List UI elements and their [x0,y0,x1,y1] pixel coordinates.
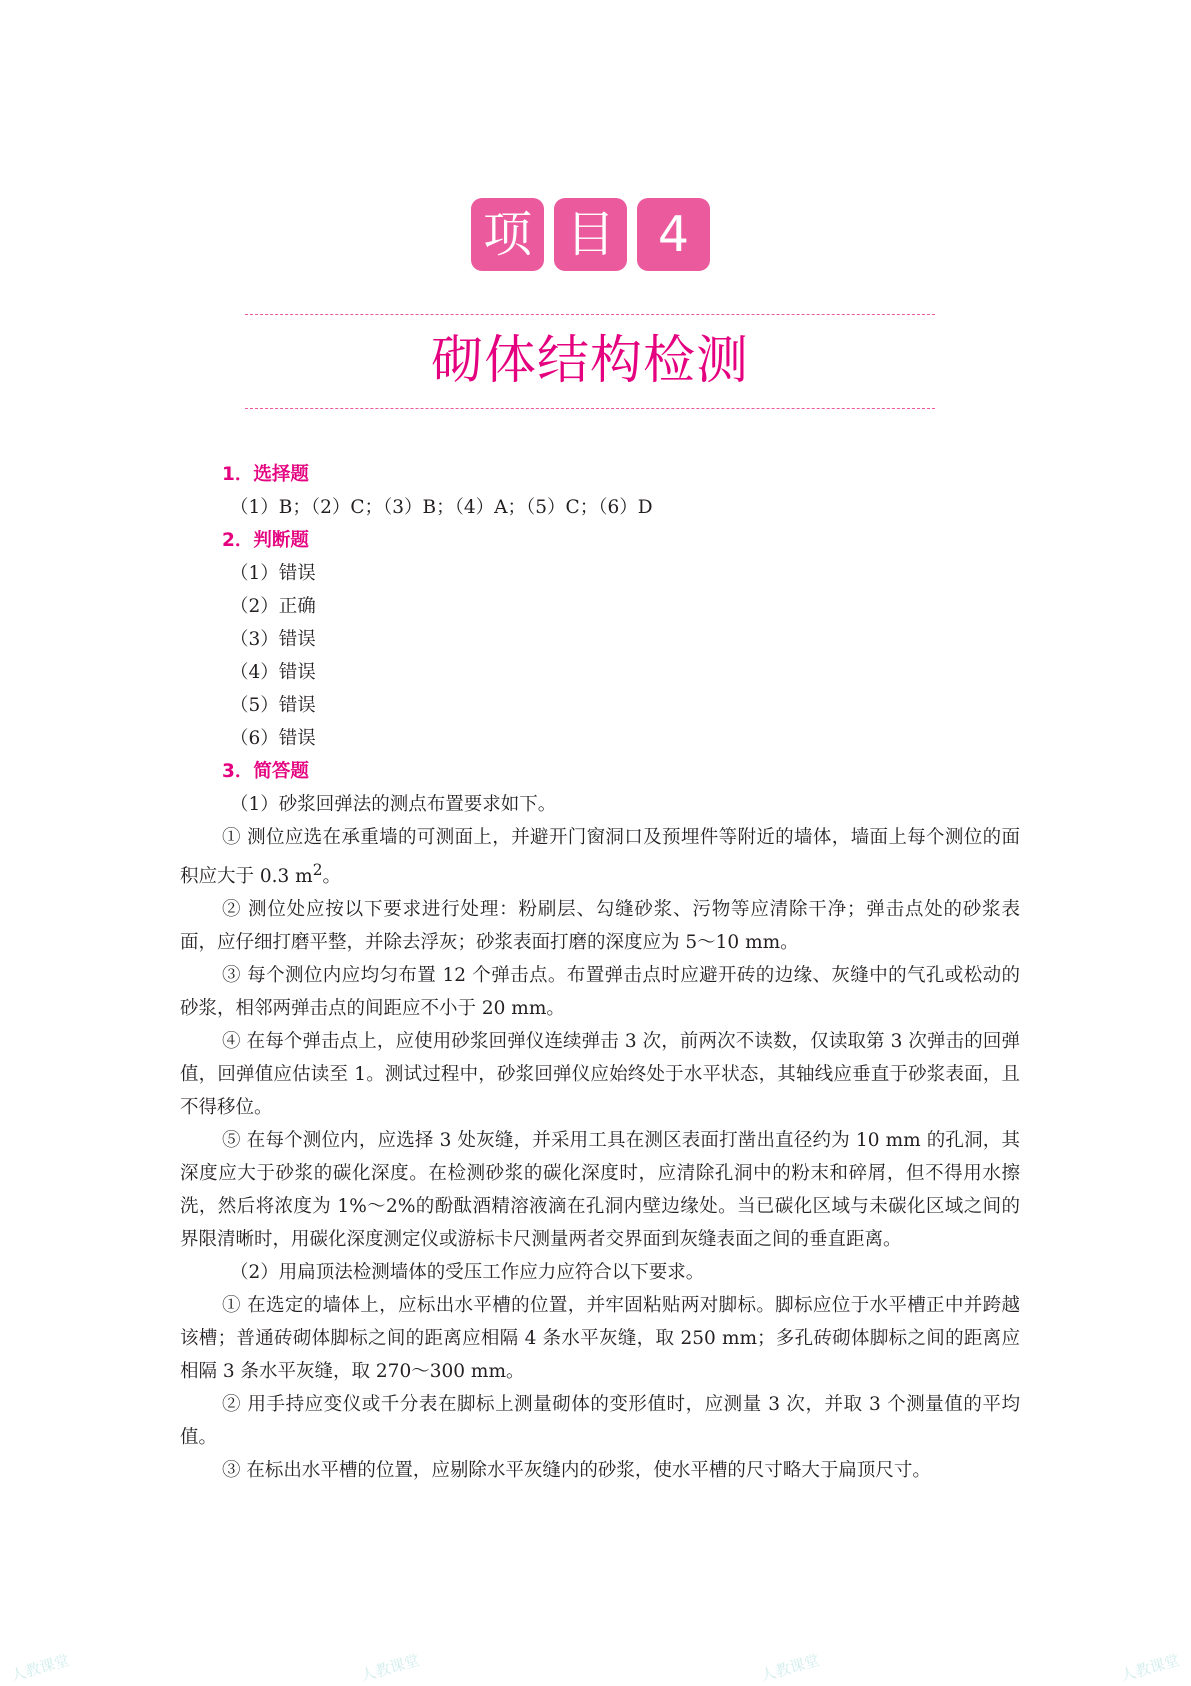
title-divider-top [245,314,935,315]
watermark-logo: 人教课堂 [758,1651,822,1685]
judgement-item: （4）错误 [230,662,316,683]
question-2-item: ③ 在标出水平槽的位置，应剔除水平灰缝内的砂浆，使水平槽的尺寸略大于扁顶尺寸。 [222,1460,931,1482]
question-2-title: （2）用扁顶法检测墙体的受压工作应力应符合以下要求。 [230,1262,705,1284]
question-1-item-text: ① 测位应选在承重墙的可测面上，并避开门窗洞口及预埋件等附近的墙体，墙面上每个测位的面积应大于 0.3 m [180,827,1020,888]
answer-content [180,458,1020,1487]
unit-exponent: 2 [312,861,323,879]
badge-project-char-1: 项 [471,198,544,271]
question-1-item [180,821,1020,893]
choice-answers: （1）B；（2）C；（3）B；（4）A；（5）C；（6）D [230,497,653,518]
judgement-item: （2）正确 [230,596,316,617]
chapter-badges [471,198,710,271]
question-2-item: ① 在选定的墙体上，应标出水平槽的位置，并牢固粘贴两对脚标。脚标应位于水平槽正中并跨越该槽；普通砖砌体脚标之间的距离应相隔 4 条水平灰缝，取 250 mm；多孔砖砌体脚标之间的距离应相隔 3 条水平灰缝，取 270～300 mm。 [180,1295,1020,1383]
badge-project-number: 4 [637,198,710,271]
question-1-item-end: 。 [322,866,342,888]
section-heading-choice: 1．选择题 [222,464,309,485]
watermark-logo: 人教课堂 [358,1651,422,1685]
section-heading-short-answer: 3．简答题 [222,761,309,782]
question-1-item: ③ 每个测位内应均匀布置 12 个弹击点。布置弹击点时应避开砖的边缘、灰缝中的气孔或松动的砂浆，相邻两弹击点的间距应不小于 20 mm。 [180,965,1020,1020]
badge-project-char-2: 目 [554,198,627,271]
question-1-item: ② 测位处应按以下要求进行处理：粉刷层、勾缝砂浆、污物等应清除干净；弹击点处的砂浆表面，应仔细打磨平整，并除去浮灰；砂浆表面打磨的深度应为 5～10 mm。 [180,899,1020,954]
watermark-logo: 人教课堂 [1118,1651,1182,1685]
page-title: 砌体结构检测 [430,331,749,391]
question-1-item: ⑤ 在每个测位内，应选择 3 处灰缝，并采用工具在测区表面打凿出直径约为 10 mm 的孔洞，其深度应大于砂浆的碳化深度。在检测砂浆的碳化深度时，应清除孔洞中的粉末和碎屑，但不得用水擦洗，然后将浓度为 1%～2%的酚酞酒精溶液滴在孔洞内壁边缘处。当已碳化区域与未碳化区域之间的界限清晰时，用碳化深度测定仪或游标卡尺测量两者交界面到灰缝表面之间的垂直距离。 [180,1130,1020,1251]
judgement-item: （5）错误 [230,695,316,716]
question-2-item: ② 用手持应变仪或千分表在脚标上测量砌体的变形值时，应测量 3 次，并取 3 个测量值的平均值。 [180,1394,1020,1449]
question-1-item: ④ 在每个弹击点上，应使用砂浆回弹仪连续弹击 3 次，前两次不读数，仅读取第 3 次弹击的回弹值，回弹值应估读至 1。测试过程中，砂浆回弹仪应始终处于水平状态，其轴线应垂直于砂浆表面，且不得移位。 [180,1031,1020,1119]
judgement-item: （1）错误 [230,563,316,584]
section-heading-judgement: 2．判断题 [222,530,309,551]
title-divider-bottom [245,408,935,409]
watermark-logo: 人教课堂 [8,1651,72,1685]
question-1-title: （1）砂浆回弹法的测点布置要求如下。 [230,794,557,815]
judgement-item: （3）错误 [230,629,316,650]
judgement-item: （6）错误 [230,728,316,749]
